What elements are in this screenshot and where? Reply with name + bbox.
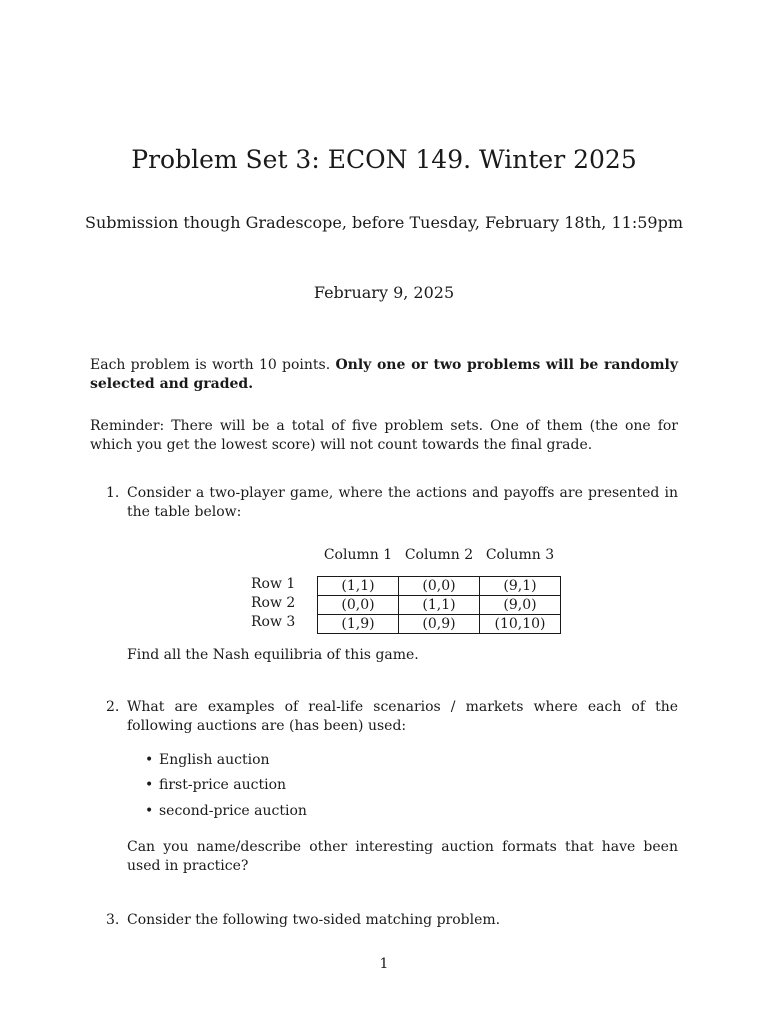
problem-2-text: What are examples of real-life scenarios / markets where each of the following auctions are (has been) used: (127, 699, 678, 734)
table-column-header: Column 3 (485, 547, 555, 563)
document-date: February 9, 2025 (313, 283, 455, 302)
problem-2-followup: Can you name/describe other interesting auction formats that have been used in practice? (127, 839, 678, 874)
table-row (318, 615, 561, 634)
points-paragraph (90, 356, 678, 394)
problem-2-number: 2. (106, 699, 120, 715)
submission-note: Submission though Gradescope, before Tuesday, February 18th, 11:59pm (84, 213, 683, 232)
table-row-label: Row 3 (251, 614, 296, 630)
payoff-cell: (1,1) (318, 577, 399, 596)
payoff-cell: (0,0) (399, 577, 480, 596)
grading-note: Only one or two problems will be randomly selected and graded. (90, 357, 679, 392)
reminder-paragraph: Reminder: There will be a total of five problem sets. One of them (the one for which you get the lowest score) will not count towards the final grade. (90, 418, 678, 453)
table-row-label: Row 1 (251, 576, 296, 592)
list-item: English auction (159, 752, 270, 768)
problem-1-number: 1. (106, 485, 120, 501)
problem-3-number: 3. (106, 912, 120, 928)
list-item: second-price auction (159, 803, 307, 819)
payoff-cell: (0,9) (399, 615, 480, 634)
page-number: 1 (379, 956, 389, 972)
document-title: Problem Set 3: ECON 149. Winter 2025 (131, 145, 637, 174)
table-row (318, 596, 561, 615)
problem-3-text: Consider the following two-sided matching problem. (127, 912, 501, 928)
problem-1-text: Consider a two-player game, where the actions and payoffs are presented in the table below: (127, 485, 678, 520)
problem-1-followup: Find all the Nash equilibria of this game. (127, 647, 419, 663)
bullet-icon: • (145, 752, 154, 768)
payoff-cell: (1,1) (399, 596, 480, 615)
list-item: first-price auction (159, 777, 287, 793)
table-row (318, 577, 561, 596)
payoff-table (317, 576, 561, 634)
bullet-icon: • (145, 803, 154, 819)
bullet-icon: • (145, 777, 154, 793)
table-column-header: Column 1 (323, 547, 393, 563)
payoff-cell: (9,0) (480, 596, 561, 615)
points-text: Each problem is worth 10 points. (90, 357, 336, 373)
payoff-cell: (10,10) (480, 615, 561, 634)
payoff-cell: (1,9) (318, 615, 399, 634)
table-column-header: Column 2 (404, 547, 474, 563)
table-row-label: Row 2 (251, 595, 296, 611)
payoff-cell: (9,1) (480, 577, 561, 596)
payoff-cell: (0,0) (318, 596, 399, 615)
